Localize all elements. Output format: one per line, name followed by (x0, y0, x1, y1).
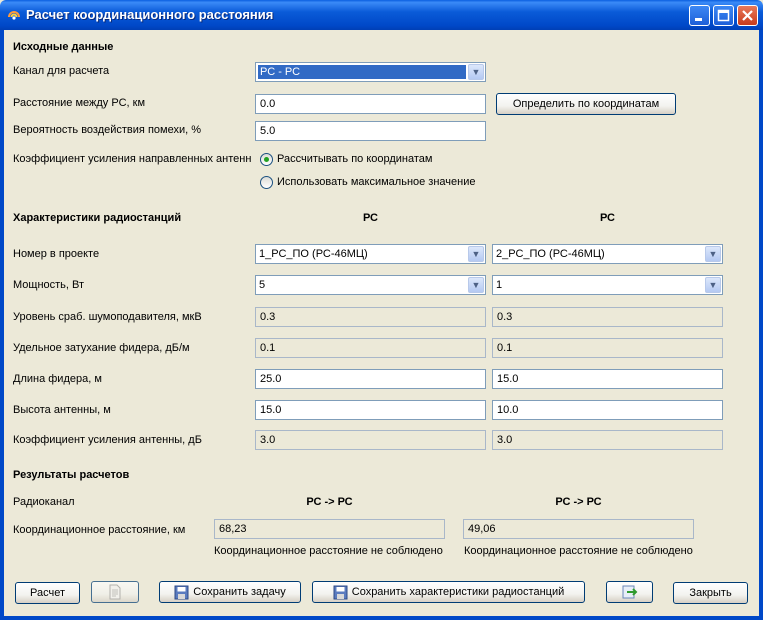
title-bar[interactable] (0, 0, 763, 30)
antenna-height-label: Высота антенны, м (13, 404, 111, 416)
calculate-button[interactable]: Расчет (15, 582, 80, 604)
maximize-icon (714, 6, 733, 25)
chevron-down-icon[interactable]: ▼ (468, 64, 484, 80)
window-frame-right (759, 30, 763, 620)
station2-feeder-length-input[interactable]: 15.0 (492, 369, 723, 389)
export-button[interactable] (606, 581, 653, 603)
station2-power-select[interactable] (492, 275, 723, 295)
save-stations-button[interactable] (312, 581, 585, 603)
station1-power-select[interactable] (255, 275, 486, 295)
save-task-label: Сохранить задачу (193, 586, 286, 598)
close-icon (738, 6, 757, 25)
radio-checked-dot (264, 157, 269, 162)
result1-status: Координационное расстояние не соблюдено (214, 545, 443, 557)
determine-by-coords-button[interactable]: Определить по координатам (496, 93, 676, 115)
gain-label: Коэффициент усиления направленных антенн (13, 153, 252, 165)
minimize-icon (690, 6, 709, 25)
station2-squelch-field: 0.3 (492, 307, 723, 327)
gain-radio-coords[interactable] (260, 153, 273, 166)
radiochannel-label: Радиоканал (13, 496, 75, 508)
probability-input[interactable]: 5.0 (255, 121, 486, 141)
input-section-title: Исходные данные (13, 41, 114, 53)
results-section-title: Результаты расчетов (13, 469, 130, 481)
coordination-distance-label: Координационное расстояние, км (13, 524, 186, 536)
result2-distance-field: 49,06 (463, 519, 694, 539)
result1-distance-field: 68,23 (214, 519, 445, 539)
station2-project-value: 2_РС_ПО (РС-46МЦ) (496, 248, 605, 260)
channel-label: Канал для расчета (13, 65, 110, 77)
station1-project-select[interactable] (255, 244, 486, 264)
report-button[interactable] (91, 581, 139, 603)
probability-label: Вероятность воздействия помехи, % (13, 124, 201, 136)
maximize-button[interactable] (713, 5, 734, 26)
project-number-label: Номер в проекте (13, 248, 100, 260)
channel-select[interactable] (255, 62, 486, 82)
station2-column-title: РС (599, 212, 615, 224)
document-icon (108, 584, 122, 600)
station1-feeder-length-input[interactable]: 25.0 (255, 369, 486, 389)
save-stations-label: Сохранить характеристики радиостанций (351, 586, 565, 598)
close-button[interactable]: Закрыть (673, 582, 748, 604)
save-disk-icon (333, 585, 348, 600)
station2-antenna-height-input[interactable]: 10.0 (492, 400, 723, 420)
station1-power-value: 5 (259, 279, 266, 291)
antenna-gain-label: Коэффициент усиления антенны, дБ (13, 434, 202, 446)
station1-feeder-attenuation-field: 0.1 (255, 338, 486, 358)
chevron-down-icon[interactable]: ▼ (705, 277, 721, 293)
close-window-button[interactable] (737, 5, 758, 26)
power-label: Мощность, Вт (13, 279, 85, 291)
result1-channel: РС -> РС (306, 496, 353, 508)
chevron-down-icon[interactable]: ▼ (468, 246, 484, 262)
chevron-down-icon[interactable]: ▼ (705, 246, 721, 262)
radio-signal-icon (6, 7, 22, 23)
station1-column-title: РС (362, 212, 378, 224)
channel-selected-value: РС - РС (258, 65, 466, 79)
station2-antenna-gain-field: 3.0 (492, 430, 723, 450)
window-frame-left (0, 30, 4, 620)
save-task-button[interactable] (159, 581, 301, 603)
station1-project-value: 1_РС_ПО (РС-46МЦ) (259, 248, 368, 260)
distance-input[interactable]: 0.0 (255, 94, 486, 114)
chevron-down-icon[interactable]: ▼ (468, 277, 484, 293)
window-frame-bottom (0, 616, 763, 620)
station1-antenna-gain-field: 3.0 (255, 430, 486, 450)
gain-option-coords-label[interactable]: Рассчитывать по координатам (277, 153, 433, 165)
station2-power-value: 1 (496, 279, 503, 291)
distance-label: Расстояние между РС, км (13, 97, 146, 109)
squelch-label: Уровень сраб. шумоподавителя, мкВ (13, 311, 202, 323)
minimize-button[interactable] (689, 5, 710, 26)
export-arrow-icon (622, 584, 638, 600)
stations-section-title: Характеристики радиостанций (13, 212, 182, 224)
station2-project-select[interactable] (492, 244, 723, 264)
station1-antenna-height-input[interactable]: 15.0 (255, 400, 486, 420)
gain-option-max-label[interactable]: Использовать максимальное значение (277, 176, 476, 188)
station2-feeder-attenuation-field: 0.1 (492, 338, 723, 358)
window-title: Расчет координационного расстояния (26, 7, 274, 22)
save-disk-icon (174, 585, 189, 600)
gain-radio-max[interactable] (260, 176, 273, 189)
result2-status: Координационное расстояние не соблюдено (464, 545, 693, 557)
feeder-length-label: Длина фидера, м (13, 373, 102, 385)
feeder-attenuation-label: Удельное затухание фидера, дБ/м (13, 342, 190, 354)
result2-channel: РС -> РС (555, 496, 602, 508)
station1-squelch-field: 0.3 (255, 307, 486, 327)
